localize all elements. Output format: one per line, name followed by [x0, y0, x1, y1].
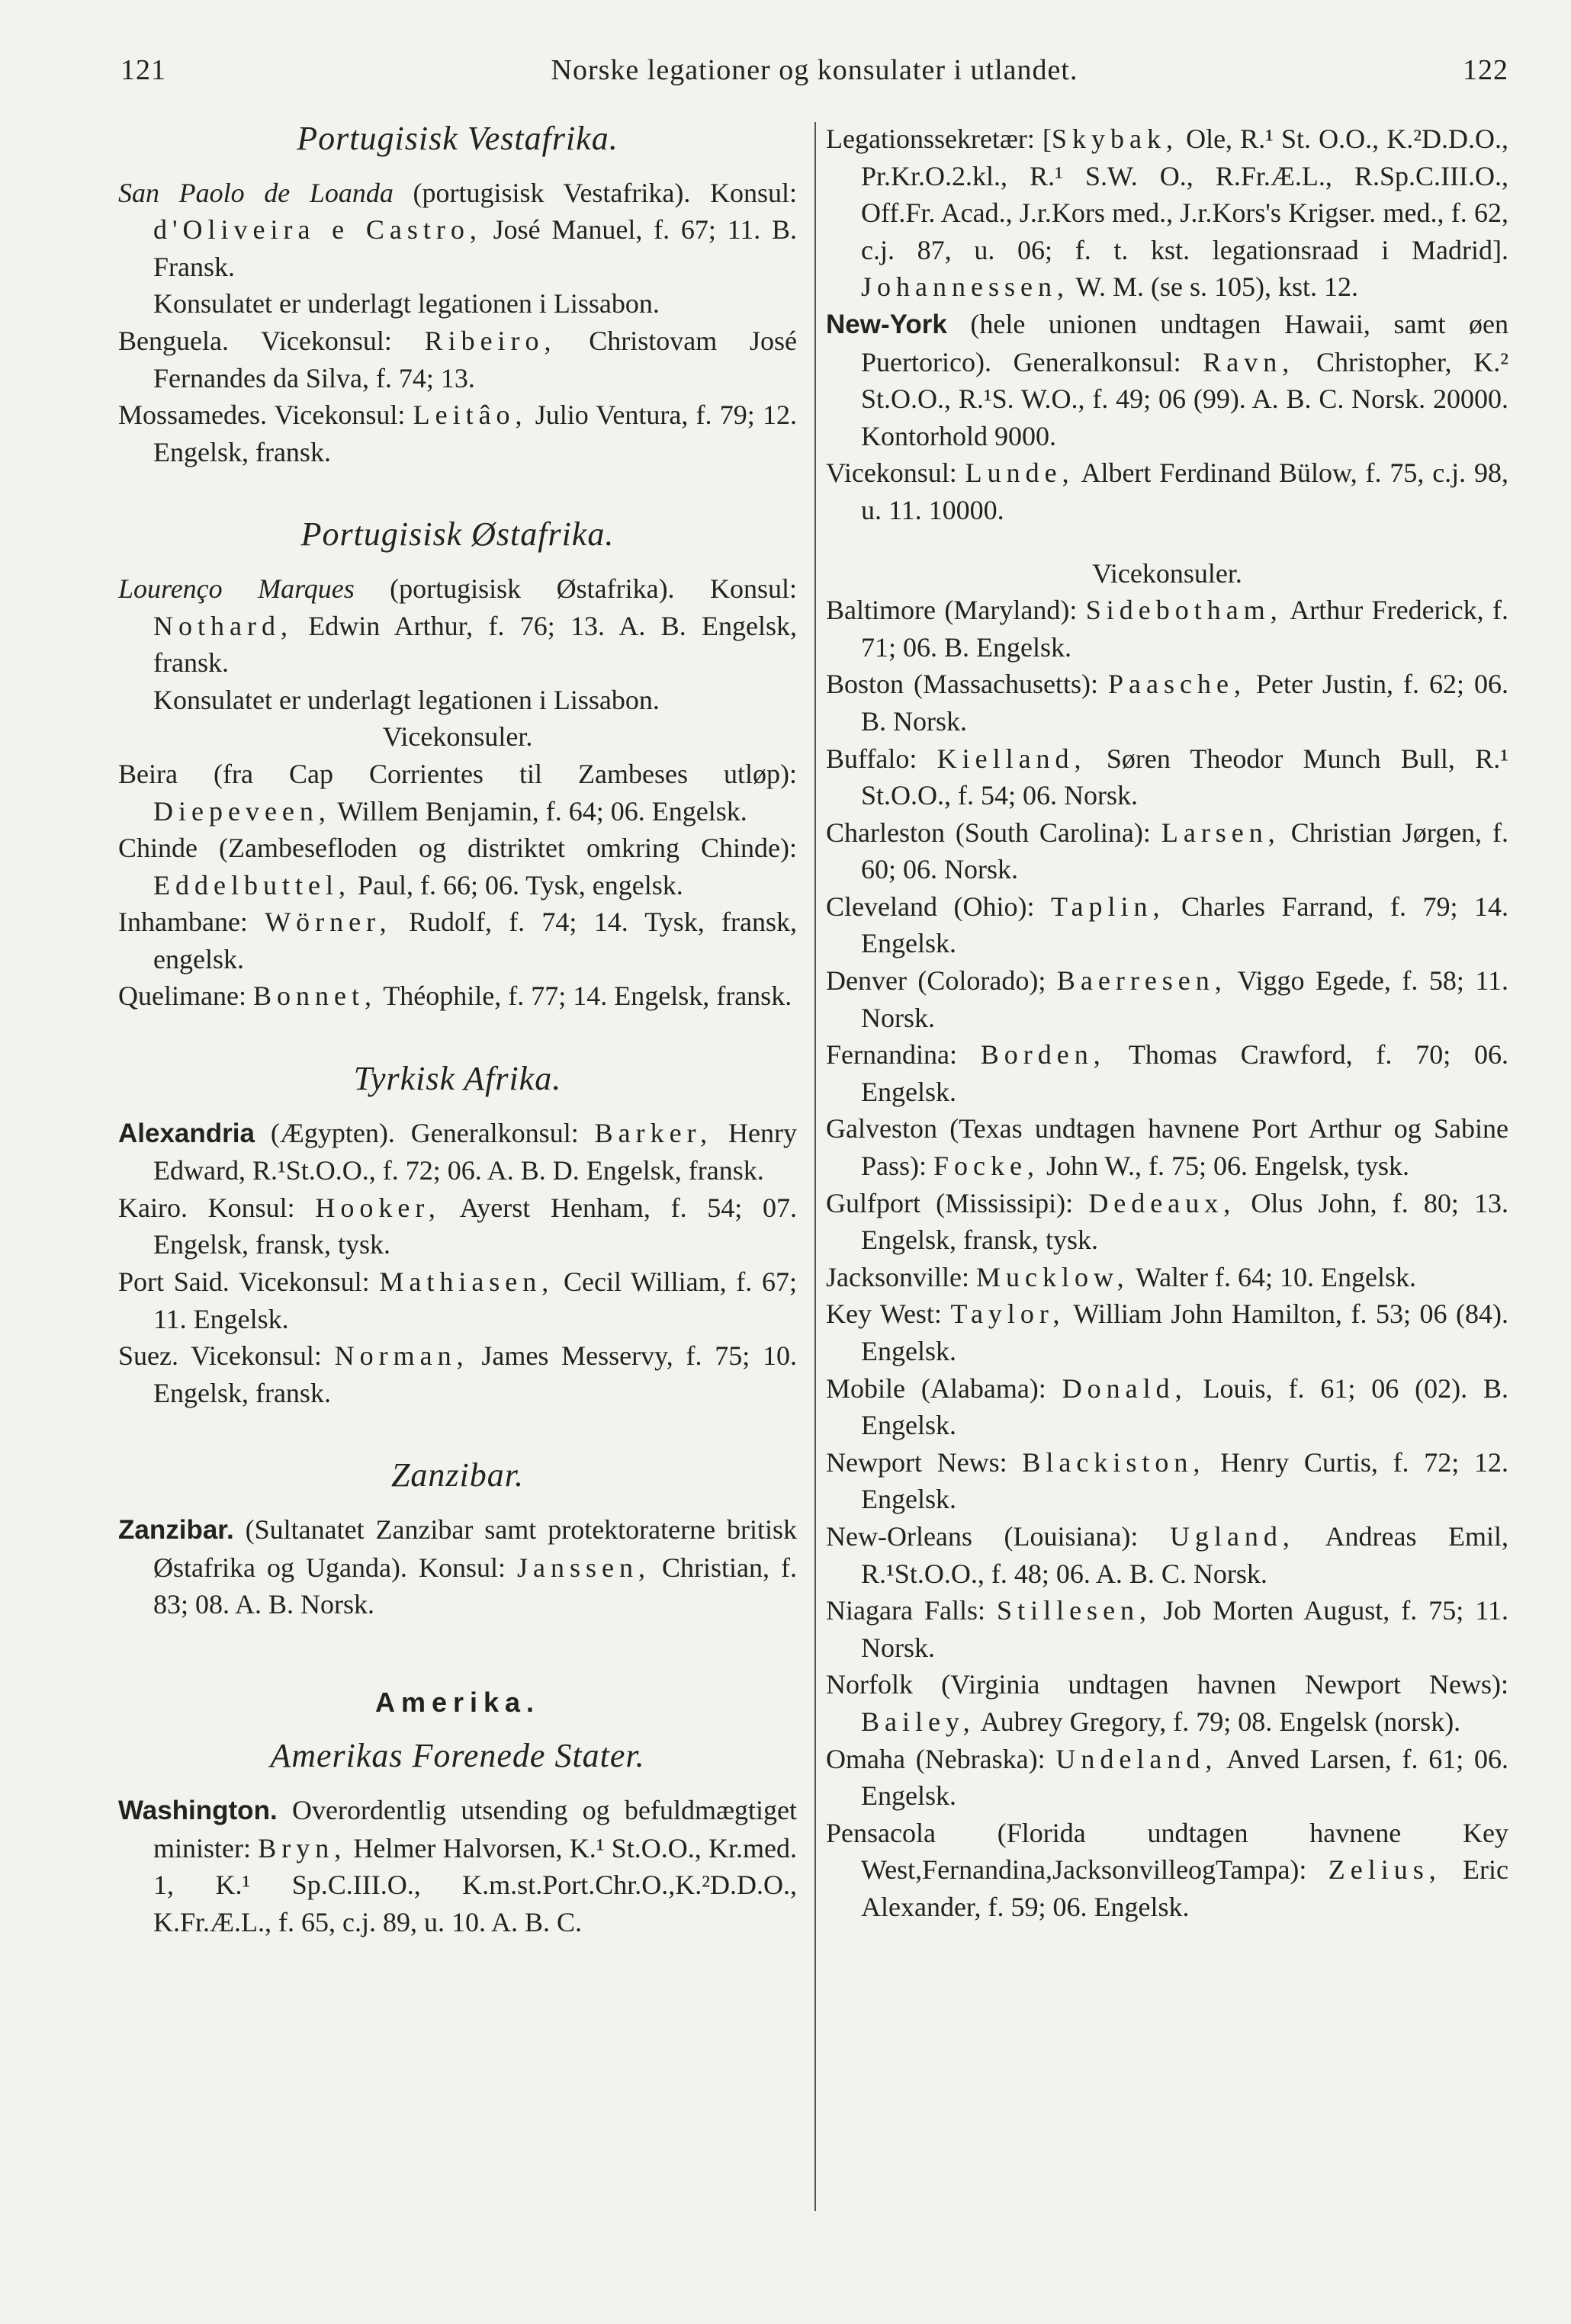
person-name: Kielland,: [936, 743, 1087, 774]
entry-suez: Suez. Vicekonsul: Norman, James Messervy, f. 75; 10. Engelsk, fransk.: [118, 1340, 798, 1408]
person-name: Ugland,: [1169, 1520, 1295, 1552]
page-number-right: 122: [1463, 54, 1508, 86]
entry-denver: Denver (Colorado); Baerresen, Viggo Egede, f. 58; 11. Norsk.: [826, 965, 1508, 1033]
person-name: Zelius,: [1328, 1854, 1441, 1886]
place-name: San Paolo de Loanda: [118, 177, 394, 208]
page-number-left: 121: [120, 54, 166, 86]
entry-beira: Beira (fra Cap Corrientes til Zambeses utløp): Diepeveen, Willem Benjamin, f. 64; 06. Engelsk.: [118, 758, 797, 827]
entry-fernandina: Fernandina: Borden, Thomas Crawford, f. 70; 06. Engelsk.: [826, 1039, 1508, 1107]
section-heading-amerika: Amerika.: [374, 1686, 541, 1718]
person-name: Mathiasen,: [379, 1266, 554, 1298]
right-column: [826, 120, 1508, 1926]
entry-new-york: New-York (hele unionen undtagen Hawaii, samt øen Puertorico). Generalkonsul: Ravn, Christopher, K.² St.O.O., R.¹S. W.O., f. 49; 06 (99). A. B. C. Norsk. 20000. Kontorhold 9000.: [826, 308, 1508, 451]
running-title: Norske legationer og konsulater i utlandet.: [551, 54, 1078, 86]
entry-cleveland: Cleveland (Ohio): Taplin, Charles Farrand, f. 79; 14. Engelsk.: [826, 891, 1508, 959]
entry-new-orleans: New-Orleans (Louisiana): Ugland, Andreas Emil, R.¹St.O.O., f. 48; 06. A. B. C. Norsk.: [826, 1520, 1508, 1589]
person-name: Undeland,: [1055, 1743, 1218, 1774]
person-name: Hooker,: [315, 1192, 441, 1223]
entry-legationssekretaer: Legationssekretær: [Skybak, Ole, R.¹ St. O.O., K.²D.D.O., Pr.Kr.O.2.kl., R.¹ S.W. O., R.Fr.Æ.L., R.Sp.C.III.O., Off.Fr. Acad., J.r.Kors med., J.r.Kors's Krigser. med., f. 62, c.j. 87, u. 06; f. t. kst. legationsraad i Madrid]. Johannessen, W. M. (se s. 105), kst. 12.: [826, 124, 1508, 303]
person-name: Eddelbuttel,: [153, 869, 351, 900]
person-name: d'Oliveira e Castro,: [153, 214, 482, 246]
place-name: Lourenço Marques: [118, 573, 355, 604]
entry-san-paolo-de-loanda: San Paolo de Loanda (portugisisk Vestafrika). Konsul: d'Oliveira e Castro, José Manuel, f. 67; 11. B. Fransk.: [118, 177, 798, 282]
entry-vicekonsul-new-york: Vicekonsul: Lunde, Albert Ferdinand Bülow, f. 75, c.j. 98, u. 11. 10000.: [826, 457, 1508, 525]
entry-galveston: Galveston (Texas undtagen havnene Port Arthur og Sabine Pass): Focke, John W., f. 75; 06. Engelsk, tysk.: [826, 1113, 1508, 1182]
person-name: Taylor,: [950, 1298, 1065, 1330]
person-name: Taplin,: [1050, 891, 1165, 922]
person-name: Sidebotham,: [1085, 595, 1283, 626]
person-name: Dedeaux,: [1088, 1187, 1236, 1218]
person-name: Norman,: [334, 1340, 469, 1372]
person-name: Mucklow,: [975, 1261, 1129, 1292]
person-name: Paasche,: [1108, 669, 1246, 700]
city-name: Zanzibar.: [118, 1515, 234, 1545]
section-heading-amerikas-forenede-stater: Amerikas Forenede Stater.: [270, 1737, 645, 1775]
entry-chinde: Chinde (Zambesefloden og distriktet omkring Chinde): Eddelbuttel, Paul, f. 66; 06. Tysk, engelsk.: [118, 833, 797, 900]
entry-mobile: Mobile (Alabama): Donald, Louis, f. 61; 06 (02). B. Engelsk.: [826, 1372, 1508, 1441]
person-name: Donald,: [1062, 1372, 1187, 1404]
entry-key-west: Key West: Taylor, William John Hamilton, f. 53; 06 (84). Engelsk.: [826, 1298, 1508, 1366]
person-name: Wörner,: [265, 907, 392, 938]
note-legation: Konsulatet er underlagt legationen i Lissabon.: [153, 288, 660, 319]
section-heading-tyrkisk-afrika: Tyrkisk Afrika.: [353, 1060, 562, 1098]
entry-baltimore: Baltimore (Maryland): Sidebotham, Arthur Frederick, f. 71; 06. B. Engelsk.: [826, 595, 1508, 663]
person-name: Baerresen,: [1056, 965, 1227, 997]
entry-inhambane: Inhambane: Wörner, Rudolf, f. 74; 14. Tysk, fransk, engelsk.: [118, 907, 797, 974]
city-name: Alexandria: [118, 1118, 255, 1148]
page-header: [120, 46, 1508, 99]
entry-charleston: Charleston (South Carolina): Larsen, Christian Jørgen, f. 60; 06. Norsk.: [826, 817, 1509, 885]
section-heading-portugisisk-vestafrika: Portugisisk Vestafrika.: [297, 120, 618, 157]
entry-newport-news: Newport News: Blackiston, Henry Curtis, f. 72; 12. Engelsk.: [826, 1446, 1509, 1515]
person-name: Nothard,: [153, 610, 293, 641]
subheading-vicekonsuler: Vicekonsuler.: [1092, 557, 1242, 589]
person-name: Larsen,: [1161, 817, 1280, 848]
person-name: Borden,: [980, 1039, 1106, 1071]
city-name: New-York: [826, 309, 947, 339]
entry-washington: Washington. Overordentlig utsending og befuldmægtiget minister: Bryn, Helmer Halvorsen, K.¹ St.O.O., Kr.med. 1, K.¹ Sp.C.III.O., K.m.st.Port.Chr.O.,K.²D.D.O., K.Fr.Æ.L., f. 65, c.j. 89, u. 10. A. B. C.: [118, 1794, 797, 1937]
entry-zanzibar: Zanzibar. (Sultanatet Zanzibar samt protektoraterne britisk Østafrika og Uganda). Konsul: Janssen, Christian, f. 83; 08. A. B. Norsk.: [118, 1514, 798, 1620]
entry-lourenco-marques: Lourenço Marques (portugisisk Østafrika). Konsul: Nothard, Edwin Arthur, f. 76; 13. A. B. Engelsk, fransk.: [118, 573, 797, 679]
section-heading-zanzibar: Zanzibar.: [390, 1456, 525, 1494]
entry-niagara-falls: Niagara Falls: Stillesen, Job Morten August, f. 75; 11. Norsk.: [826, 1595, 1508, 1663]
person-name: Barker,: [594, 1117, 713, 1148]
left-column: [118, 120, 797, 1940]
person-name: Leitâo,: [413, 400, 528, 431]
entry-gulfport: Gulfport (Mississipi): Dedeaux, Olus John, f. 80; 13. Engelsk, fransk, tysk.: [826, 1187, 1508, 1256]
person-name: Johannessen,: [861, 271, 1069, 303]
person-name: Bryn,: [258, 1832, 347, 1863]
entry-kairo: Kairo. Konsul: Hooker, Ayerst Henham, f. 54; 07. Engelsk, fransk, tysk.: [118, 1192, 797, 1260]
section-heading-portugisisk-ostafrika: Portugisisk Østafrika.: [300, 515, 615, 554]
person-name: Lunde,: [965, 457, 1075, 489]
person-name: Skybak,: [1052, 124, 1178, 154]
person-name: Ravn,: [1203, 346, 1295, 377]
person-name: Blackiston,: [1022, 1446, 1206, 1478]
entry-buffalo: Buffalo: Kielland, Søren Theodor Munch Bull, R.¹ St.O.O., f. 54; 06. Norsk.: [826, 743, 1508, 811]
entry-omaha: Omaha (Nebraska): Undeland, Anved Larsen, f. 61; 06. Engelsk.: [826, 1743, 1508, 1812]
person-name: Janssen,: [516, 1552, 651, 1583]
city-name: Washington.: [118, 1795, 278, 1825]
column-divider: [814, 122, 816, 2211]
person-name: Focke,: [933, 1151, 1039, 1182]
entry-norfolk: Norfolk (Virginia undtagen havnen Newport News): Bailey, Aubrey Gregory, f. 79; 08. Engelsk (norsk).: [826, 1669, 1508, 1737]
person-name: Ribeiro,: [424, 325, 557, 356]
person-name: Bailey,: [861, 1706, 975, 1737]
person-name: Stillesen,: [997, 1595, 1152, 1626]
entry-benguela: Benguela. Vicekonsul: Ribeiro, Christovam José Fernandes da Silva, f. 74; 13.: [118, 325, 797, 393]
entry-boston: Boston (Massachusetts): Paasche, Peter Justin, f. 62; 06. B. Norsk.: [826, 669, 1509, 737]
note-legation: Konsulatet er underlagt legationen i Lissabon.: [153, 684, 660, 715]
subheading-vicekonsuler: Vicekonsuler.: [382, 721, 533, 753]
entry-pensacola: Pensacola (Florida undtagen havnene Key West,Fernandina,JacksonvilleogTampa): Zelius, Eric Alexander, f. 59; 06. Engelsk.: [826, 1817, 1508, 1922]
entry-alexandria: Alexandria (Ægypten). Generalkonsul: Barker, Henry Edward, R.¹St.O.O., f. 72; 06. A. B. D. Engelsk, fransk.: [118, 1117, 797, 1186]
person-name: Bonnet,: [252, 981, 377, 1012]
entry-jacksonville: Jacksonville: Mucklow, Walter f. 64; 10. Engelsk.: [826, 1261, 1416, 1292]
person-name: Diepeveen,: [153, 795, 331, 827]
entry-port-said: Port Said. Vicekonsul: Mathiasen, Cecil William, f. 67; 11. Engelsk.: [118, 1266, 798, 1334]
entry-mossamedes: Mossamedes. Vicekonsul: Leitâo, Julio Ventura, f. 79; 12. Engelsk, fransk.: [118, 400, 797, 467]
entry-quelimane: Quelimane: Bonnet, Théophile, f. 77; 14. Engelsk, fransk.: [118, 981, 792, 1012]
